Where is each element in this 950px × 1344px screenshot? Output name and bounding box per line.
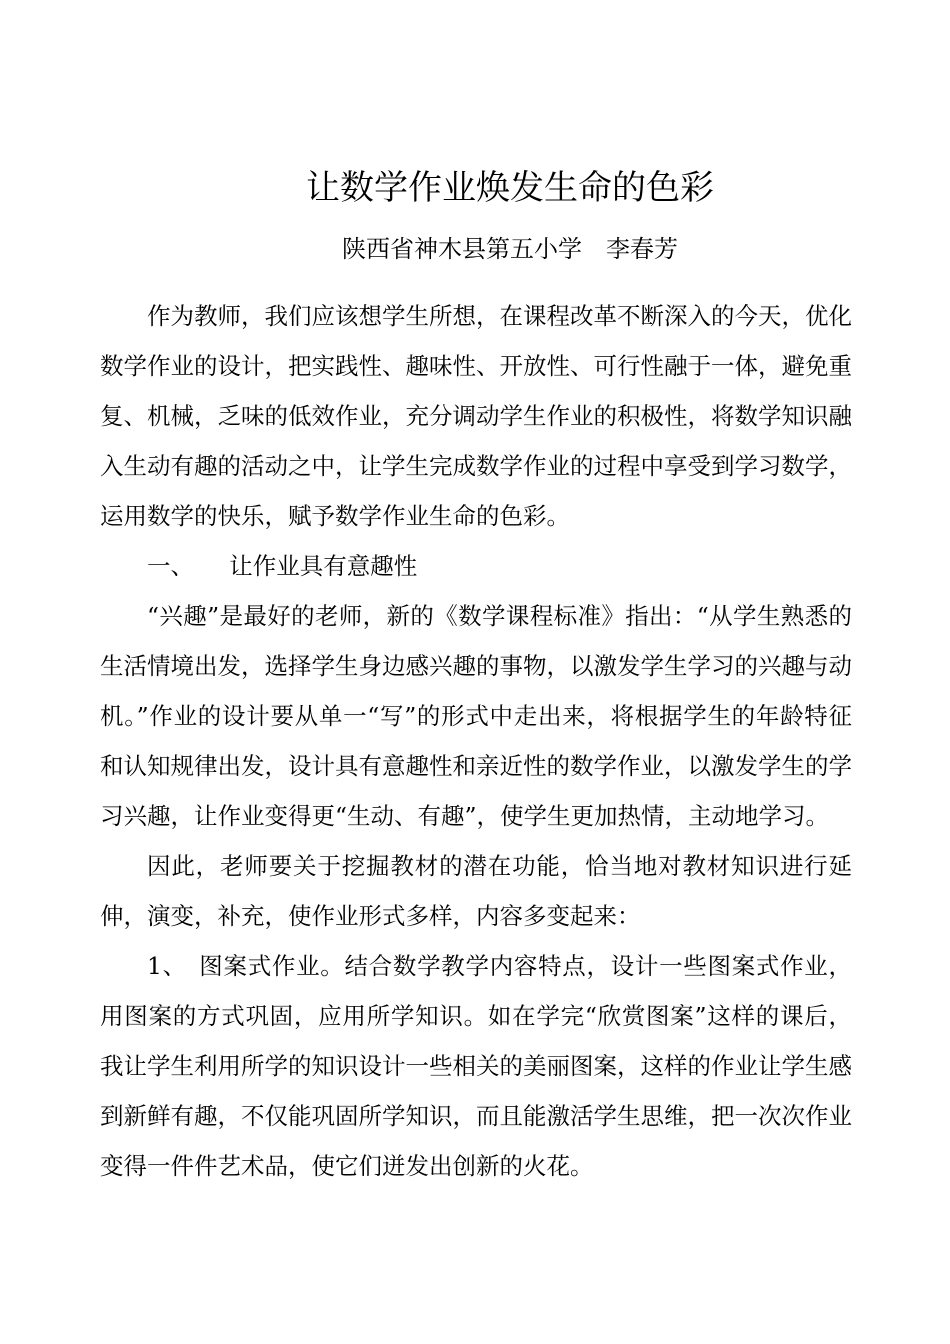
author-line: 陕西省神木县第五小学 李春芳	[342, 235, 678, 263]
list-item-paragraph: 1、 图案式作业。结合数学教学内容特点，设计一些图案式作业，用图案的方式巩固，应用所学知识。如在学完“欣赏图案”这样的课后，我让学生利用所学的知识设计一些相关的美丽图案，这样的作业让学生感到新鲜有趣，不仅能巩固所学知识，而且能激活学生思维，把一次次作业变得一件件艺术品，使它们迸发出创新的火花。	[100, 952, 852, 1180]
body-paragraph: 因此，老师要关于挖掘教材的潜在功能，恰当地对教材知识进行延伸，演变，补充，使作业形式多样，内容多变起来：	[100, 852, 852, 930]
document-body	[100, 291, 852, 1191]
intro-paragraph: 作为教师，我们应该想学生所想，在课程改革不断深入的今天，优化数学作业的设计，把实践性、趣味性、开放性、可行性融于一体，避免重复、机械，乏味的低效作业，充分调动学生作业的积极性，将数学知识融入生动有趣的活动之中，让学生完成数学作业的过程中享受到学习数学，运用数学的快乐，赋予数学作业生命的色彩。	[100, 302, 852, 530]
document-title: 让数学作业焕发生命的色彩	[306, 168, 714, 208]
body-paragraph: “兴趣”是最好的老师，新的《数学课程标准》指出：“从学生熟悉的生活情境出发，选择学生身边感兴趣的事物，以激发学生学习的兴趣与动机。”作业的设计要从单一“写”的形式中走出来，将根据学生的年龄特征和认知规律出发，设计具有意趣性和亲近性的数学作业，以激发学生的学习兴趣，让作业变得更“生动、有趣”，使学生更加热情，主动地学习。	[100, 602, 852, 830]
section-heading: 一、 让作业具有意趣性	[147, 552, 418, 580]
